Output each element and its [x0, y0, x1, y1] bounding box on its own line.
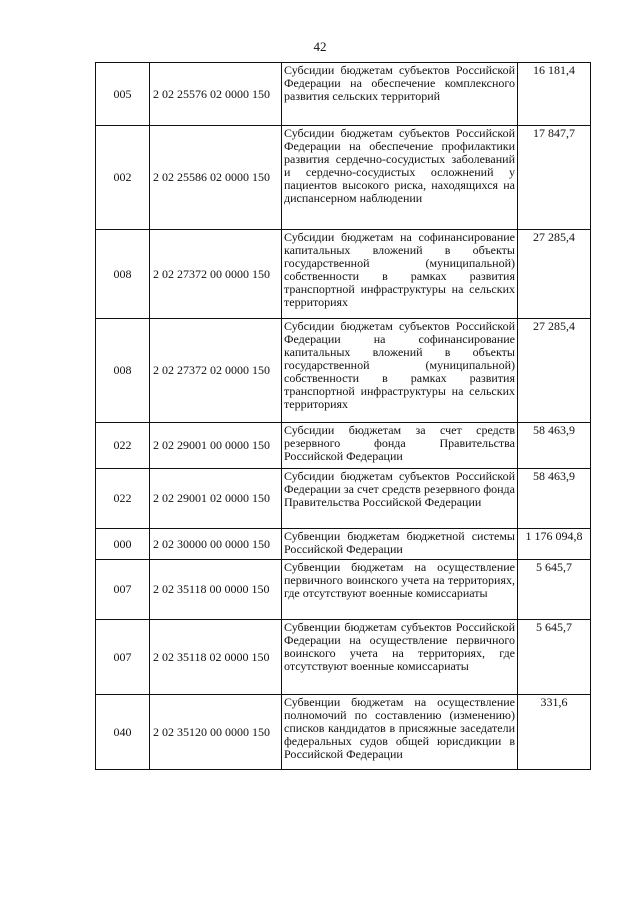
table-row — [96, 63, 591, 126]
description-cell: Субсидии бюджетам субъектов Российской Федерации на софинансирование капитальных вложений в объекты государственной (муниципальной) собственности в рамках развития транспортной инфраструктуры на сельских территориях — [282, 319, 518, 423]
amount-cell: 5 645,7 — [518, 560, 591, 620]
table-row — [96, 230, 591, 319]
budget-code-cell: 2 02 35118 02 0000 150 — [150, 620, 282, 695]
table-row — [96, 695, 591, 770]
table-row — [96, 529, 591, 560]
amount-cell: 27 285,4 — [518, 319, 591, 423]
admin-code-cell: 000 — [96, 529, 150, 560]
page-number: 42 — [313, 39, 327, 54]
description-cell: Субсидии бюджетам субъектов Российской Федерации на обеспечение профилактики развития сердечно-сосудистых заболеваний и сердечно-сосудистых осложнений у пациентов высокого риска, находящихся на диспансерном наблюдении — [282, 126, 518, 230]
description-cell: Субсидии бюджетам субъектов Российской Федерации за счет средств резервного фонда Правительства Российской Федерации — [282, 469, 518, 529]
description-cell: Субвенции бюджетам субъектов Российской Федерации на осуществление первичного воинского учета на территориях, где отсутствуют военные комиссариаты — [282, 620, 518, 695]
description-cell: Субсидии бюджетам за счет средств резервного фонда Правительства Российской Федерации — [282, 423, 518, 469]
amount-cell: 27 285,4 — [518, 230, 591, 319]
description-cell: Субвенции бюджетам на осуществление полномочий по составлению (изменению) списков кандидатов в присяжные заседатели федеральных судов общей юрисдикции в Российской Федерации — [282, 695, 518, 770]
description-cell: Субсидии бюджетам на софинансирование капитальных вложений в объекты государственной (муниципальной) собственности в рамках развития транспортной инфраструктуры на сельских территориях — [282, 230, 518, 319]
admin-code-cell: 005 — [96, 63, 150, 126]
budget-code-cell: 2 02 25586 02 0000 150 — [150, 126, 282, 230]
admin-code-cell: 008 — [96, 319, 150, 423]
table-row — [96, 319, 591, 423]
admin-code-cell: 022 — [96, 423, 150, 469]
budget-table — [95, 62, 591, 770]
amount-cell: 5 645,7 — [518, 620, 591, 695]
budget-code-cell: 2 02 30000 00 0000 150 — [150, 529, 282, 560]
amount-cell: 58 463,9 — [518, 423, 591, 469]
amount-cell: 17 847,7 — [518, 126, 591, 230]
budget-code-cell: 2 02 29001 02 0000 150 — [150, 469, 282, 529]
budget-code-cell: 2 02 35118 00 0000 150 — [150, 560, 282, 620]
amount-cell: 58 463,9 — [518, 469, 591, 529]
admin-code-cell: 002 — [96, 126, 150, 230]
budget-code-cell: 2 02 25576 02 0000 150 — [150, 63, 282, 126]
table-row — [96, 469, 591, 529]
description-cell: Субвенции бюджетам на осуществление первичного воинского учета на территориях, где отсутствуют военные комиссариаты — [282, 560, 518, 620]
budget-code-cell: 2 02 27372 02 0000 150 — [150, 319, 282, 423]
admin-code-cell: 040 — [96, 695, 150, 770]
description-cell: Субсидии бюджетам субъектов Российской Федерации на обеспечение комплексного развития сельских территорий — [282, 63, 518, 126]
amount-cell: 331,6 — [518, 695, 591, 770]
table-row — [96, 423, 591, 469]
admin-code-cell: 022 — [96, 469, 150, 529]
admin-code-cell: 008 — [96, 230, 150, 319]
admin-code-cell: 007 — [96, 620, 150, 695]
budget-code-cell: 2 02 35120 00 0000 150 — [150, 695, 282, 770]
budget-code-cell: 2 02 27372 00 0000 150 — [150, 230, 282, 319]
table-row — [96, 620, 591, 695]
budget-code-cell: 2 02 29001 00 0000 150 — [150, 423, 282, 469]
table-row — [96, 560, 591, 620]
admin-code-cell: 007 — [96, 560, 150, 620]
amount-cell: 1 176 094,8 — [518, 529, 591, 560]
table-row — [96, 126, 591, 230]
amount-cell: 16 181,4 — [518, 63, 591, 126]
description-cell: Субвенции бюджетам бюджетной системы Российской Федерации — [282, 529, 518, 560]
